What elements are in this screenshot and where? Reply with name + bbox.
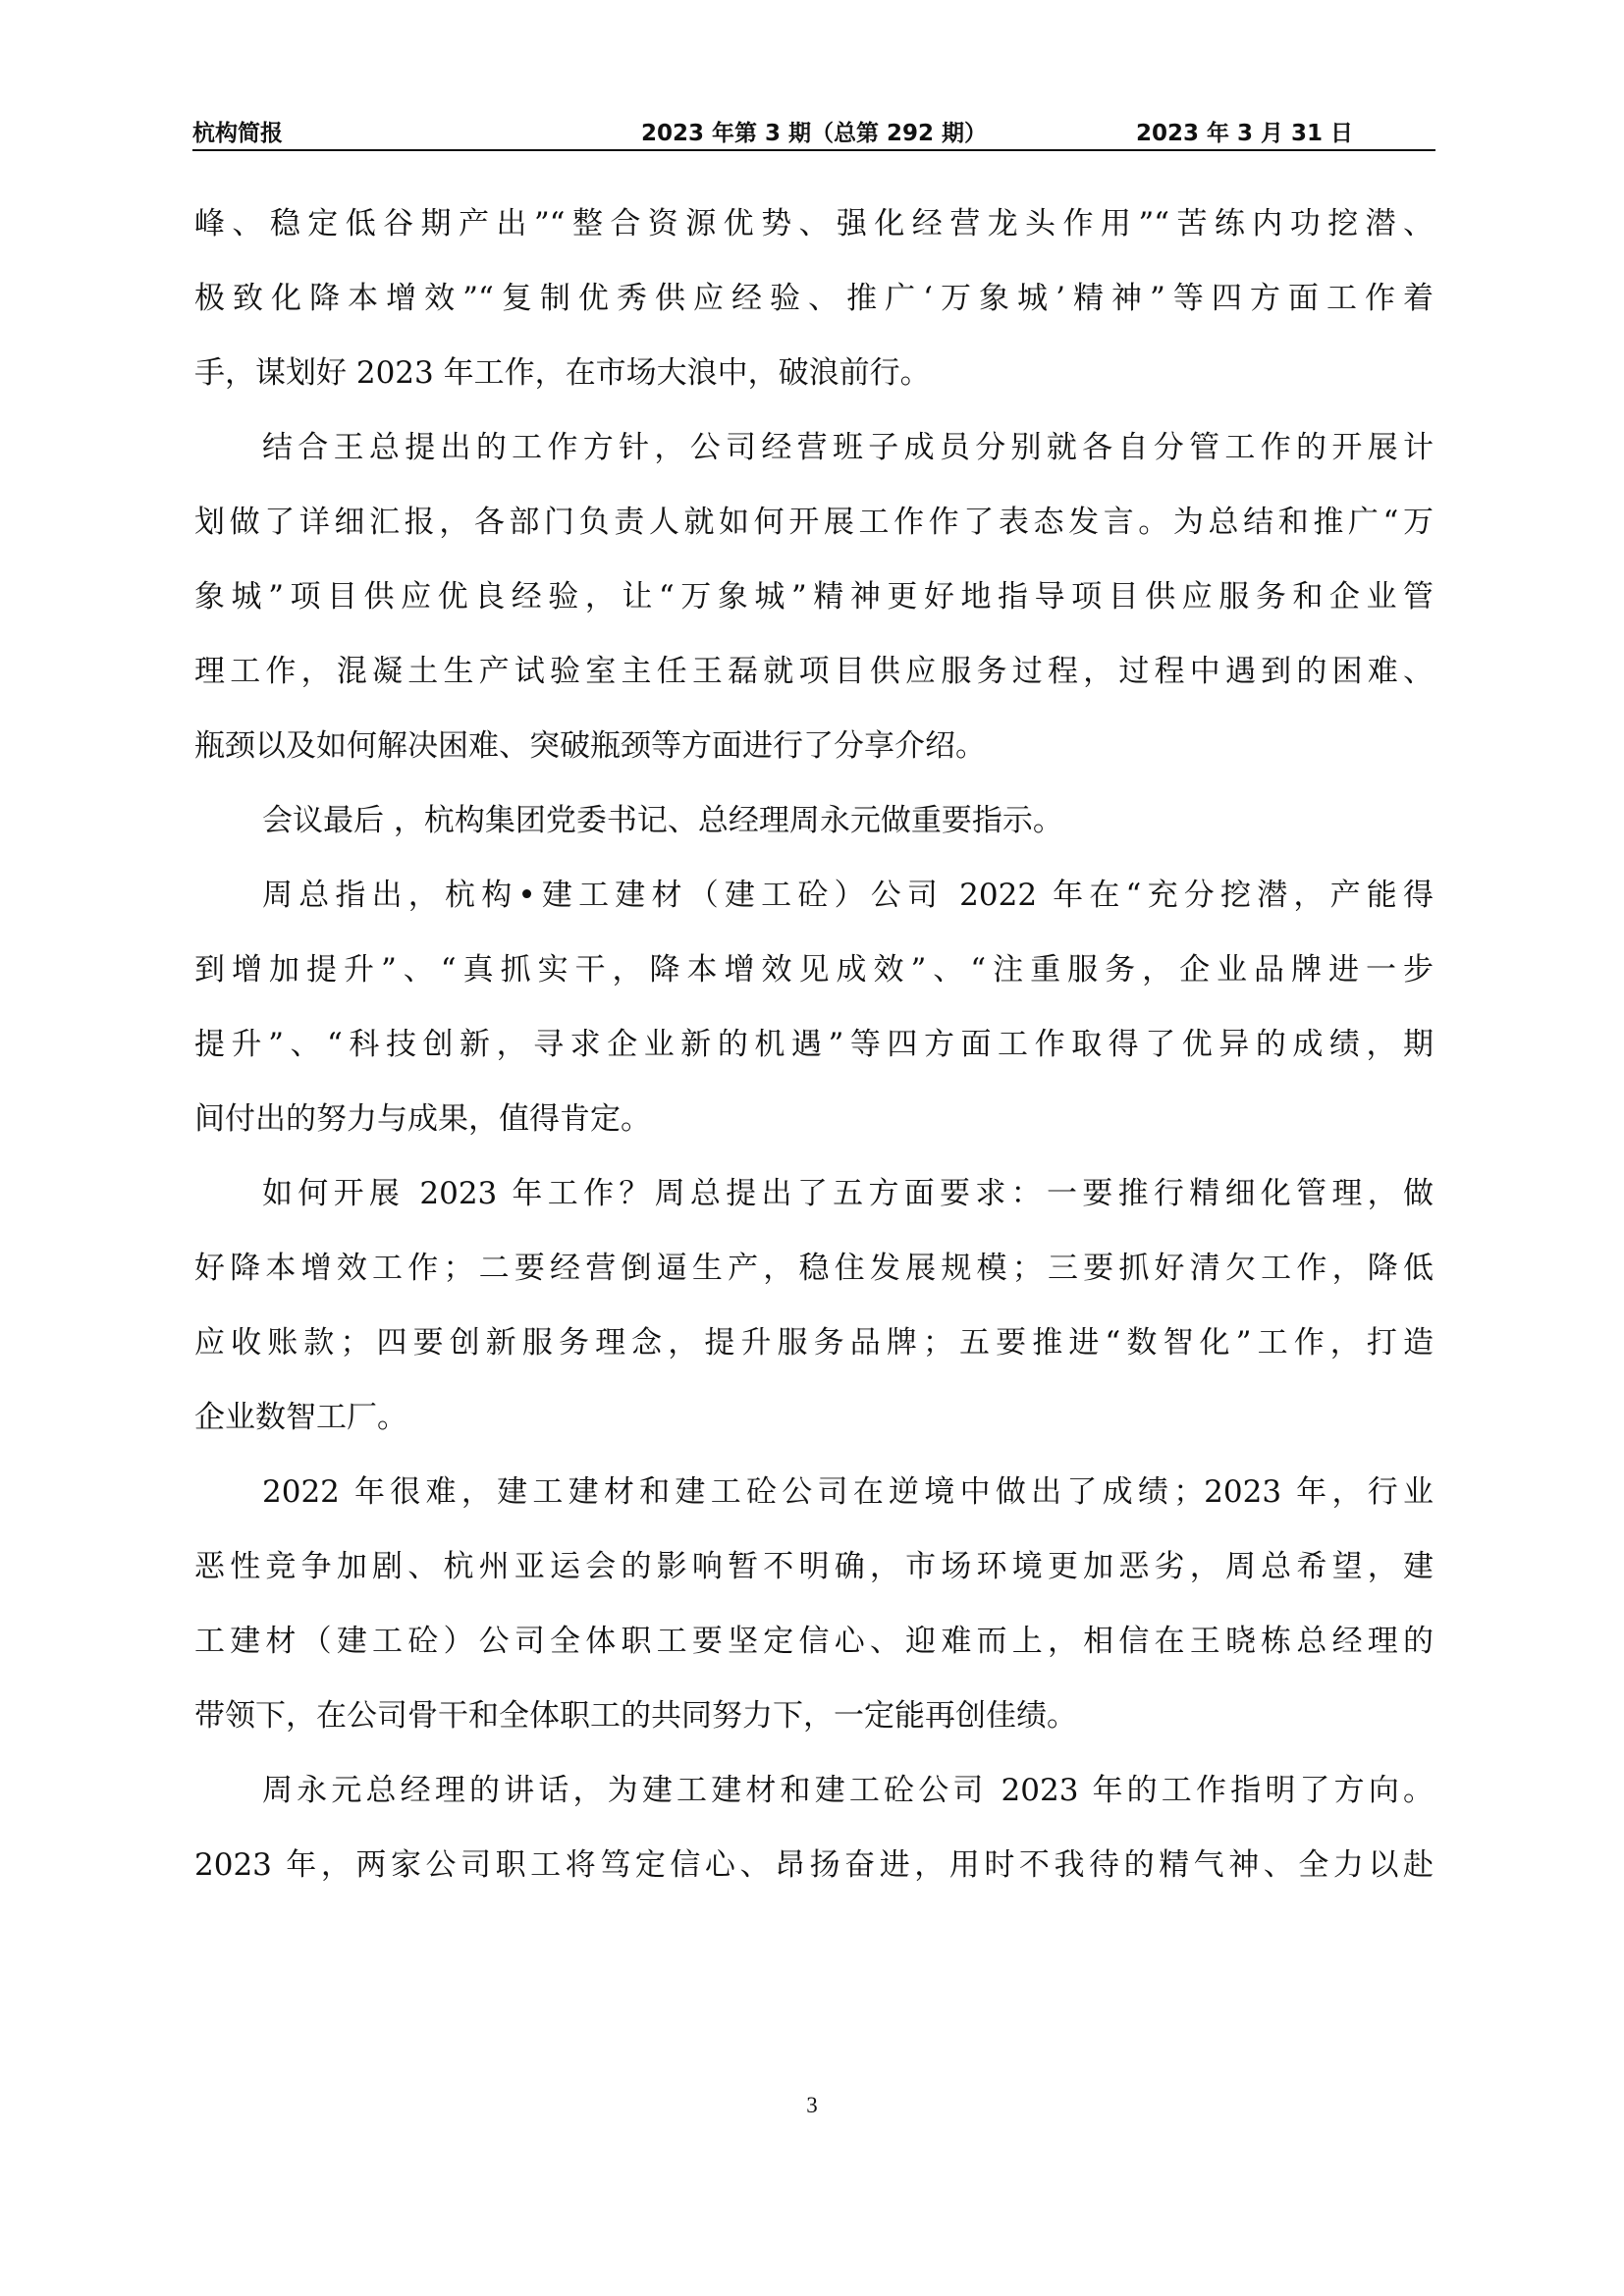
text-line: 结合王总提出的工作方针，公司经营班子成员分别就各自分管工作的开展计 <box>262 430 1434 465</box>
text-line: 恶性竞争加剧、杭州亚运会的影响暂不明确，市场环境更加恶劣，周总希望，建 <box>194 1549 1434 1584</box>
text-line: 划做了详细汇报，各部门负责人就如何开展工作作了表态发言。为总结和推广“万 <box>194 505 1434 540</box>
page-header <box>192 115 1435 148</box>
issue-number: 2023 年第 3 期（总第 292 期） <box>640 121 988 146</box>
article-body <box>194 187 1434 1902</box>
publication-name: 杭构简报 <box>192 121 283 146</box>
text-line: 周永元总经理的讲话，为建工建材和建工砼公司 2023 年的工作指明了方向。 <box>262 1773 1434 1808</box>
text-line: 到增加提升”、“真抓实干，降本增效见成效”、“注重服务，企业品牌进一步 <box>194 952 1434 988</box>
text-line: 周总指出，杭构•建工建材（建工砼）公司 2022 年在“充分挖潜，产能得 <box>262 878 1434 913</box>
text-line: 瓶颈以及如何解决困难、突破瓶颈等方面进行了分享介绍。 <box>194 728 986 764</box>
text-line: 2022 年很难，建工建材和建工砼公司在逆境中做出了成绩；2023 年，行业 <box>262 1474 1434 1510</box>
header-rule <box>192 149 1435 151</box>
text-line: 如何开展 2023 年工作？周总提出了五方面要求：一要推行精细化管理，做 <box>262 1176 1434 1211</box>
text-line: 间付出的努力与成果，值得肯定。 <box>194 1101 651 1137</box>
text-line: 极致化降本增效”“复制优秀供应经验、推广‘万象城’精神”等四方面工作着 <box>194 281 1434 316</box>
text-line: 好降本增效工作；二要经营倒逼生产，稳住发展规模；三要抓好清欠工作，降低 <box>194 1251 1434 1286</box>
text-line: 象城”项目供应优良经验，让“万象城”精神更好地指导项目供应服务和企业管 <box>194 579 1434 614</box>
issue-date: 2023 年 3 月 31 日 <box>1135 121 1353 146</box>
text-line: 理工作，混凝土生产试验室主任王磊就项目供应服务过程，过程中遇到的困难、 <box>194 654 1434 689</box>
text-line: 带领下，在公司骨干和全体职工的共同努力下，一定能再创佳绩。 <box>194 1698 1077 1734</box>
page-number: 3 <box>806 2093 818 2117</box>
text-line: 2023 年，两家公司职工将笃定信心、昂扬奋进，用时不我待的精气神、全力以赴 <box>194 1847 1434 1883</box>
text-line: 手，谋划好 2023 年工作，在市场大浪中，破浪前行。 <box>194 355 931 391</box>
text-line: 会议最后 ，杭构集团党委书记、总经理周永元做重要指示。 <box>262 803 1063 838</box>
text-line: 峰、稳定低谷期产出”“整合资源优势、强化经营龙头作用”“苦练内功挖潜、 <box>194 206 1434 241</box>
text-line: 企业数智工厂。 <box>194 1400 407 1435</box>
text-line: 应收账款；四要创新服务理念，提升服务品牌；五要推进“数智化”工作，打造 <box>194 1325 1434 1361</box>
text-line: 提升”、“科技创新，寻求企业新的机遇”等四方面工作取得了优异的成绩，期 <box>194 1027 1434 1062</box>
text-line: 工建材（建工砼）公司全体职工要坚定信心、迎难而上，相信在王晓栋总经理的 <box>194 1624 1434 1659</box>
